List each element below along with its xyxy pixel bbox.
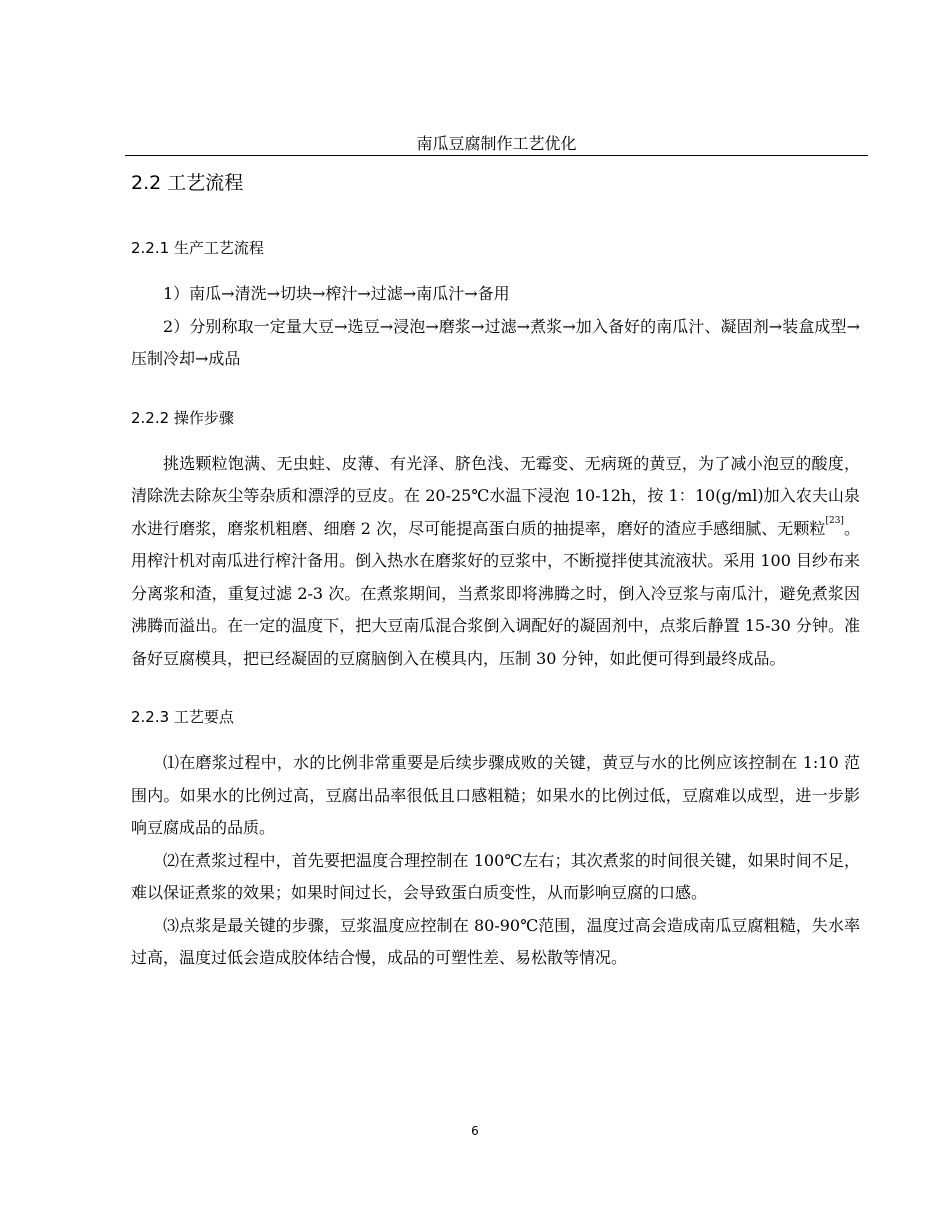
operation-steps <box>131 448 860 676</box>
process-step-2: 2）分别称取一定量大豆→选豆→浸泡→磨浆→过滤→煮浆→加入备好的南瓜汁、凝固剂→装盒成型→压制冷却→成品 <box>131 316 860 368</box>
operation-paragraph <box>131 448 860 676</box>
operation-text-part-2: 。用榨汁机对南瓜进行榨汁备用。倒入热水在磨浆好的豆浆中，不断搅拌使其流液状。采用 100 目纱布来分离浆和渣，重复过滤 2-3 次。在煮浆期间，当煮浆即将沸腾之时，倒入冷豆浆与南瓜汁，避免煮浆因沸腾而溢出。在一定的温度下，把大豆南瓜混合浆倒入调配好的凝固剂中，点浆后静置 15-30 分钟。准备好豆腐模具，把已经凝固的豆腐脑倒入在模具内，压制 30 分钟，如此便可得到最终成品。 <box>131 518 860 668</box>
operation-text-part-1: 挑选颗粒饱满、无虫蛀、皮薄、有光泽、脐色浅、无霉变、无病斑的黄豆，为了减小泡豆的酸度，清除洗去除灰尘等杂质和漂浮的豆皮。在 20-25℃水温下浸泡 10-12h，按 1：10(g/ml)加入农夫山泉水进行磨浆，磨浆机粗磨、细磨 2 次，尽可能提高蛋白质的抽提率，磨好的渣应手感细腻、无颗粒 <box>131 453 860 538</box>
key-point-1: ⑴在磨浆过程中，水的比例非常重要是后续步骤成败的关键，黄豆与水的比例应该控制在 1:10 范围内。如果水的比例过高，豆腐出品率很低且口感粗糙；如果水的比例过低，豆腐难以成型，进一步影响豆腐成品的品质。 <box>131 753 860 837</box>
subsection-heading-2-2-2: 2.2.2 操作步骤 <box>131 408 234 427</box>
page-number: 6 <box>471 1124 479 1138</box>
subsection-heading-2-2-3: 2.2.3 工艺要点 <box>131 708 234 726</box>
key-point-2: ⑵在煮浆过程中，首先要把温度合理控制在 100℃左右；其次煮浆的时间很关键，如果时间不足，难以保证煮浆的效果；如果时间过长，会导致蛋白质变性，从而影响豆腐的口感。 <box>131 850 860 902</box>
section-heading: 2.2 工艺流程 <box>131 172 244 194</box>
process-step-1: 1）南瓜→清洗→切块→榨汁→过滤→南瓜汁→备用 <box>163 284 510 303</box>
process-flow <box>131 278 860 376</box>
citation-ref: [23] <box>825 515 844 526</box>
process-key-points <box>131 747 860 975</box>
subsection-heading-2-2-1: 2.2.1 生产工艺流程 <box>131 239 264 257</box>
running-header: 南瓜豆腐制作工艺优化 <box>125 133 868 156</box>
key-point-3: ⑶点浆是最关键的步骤，豆浆温度应控制在 80-90℃范围，温度过高会造成南瓜豆腐粗糙，失水率过高，温度过低会造成胶体结合慢，成品的可塑性差、易松散等情况。 <box>131 915 860 967</box>
page-content <box>131 168 860 975</box>
